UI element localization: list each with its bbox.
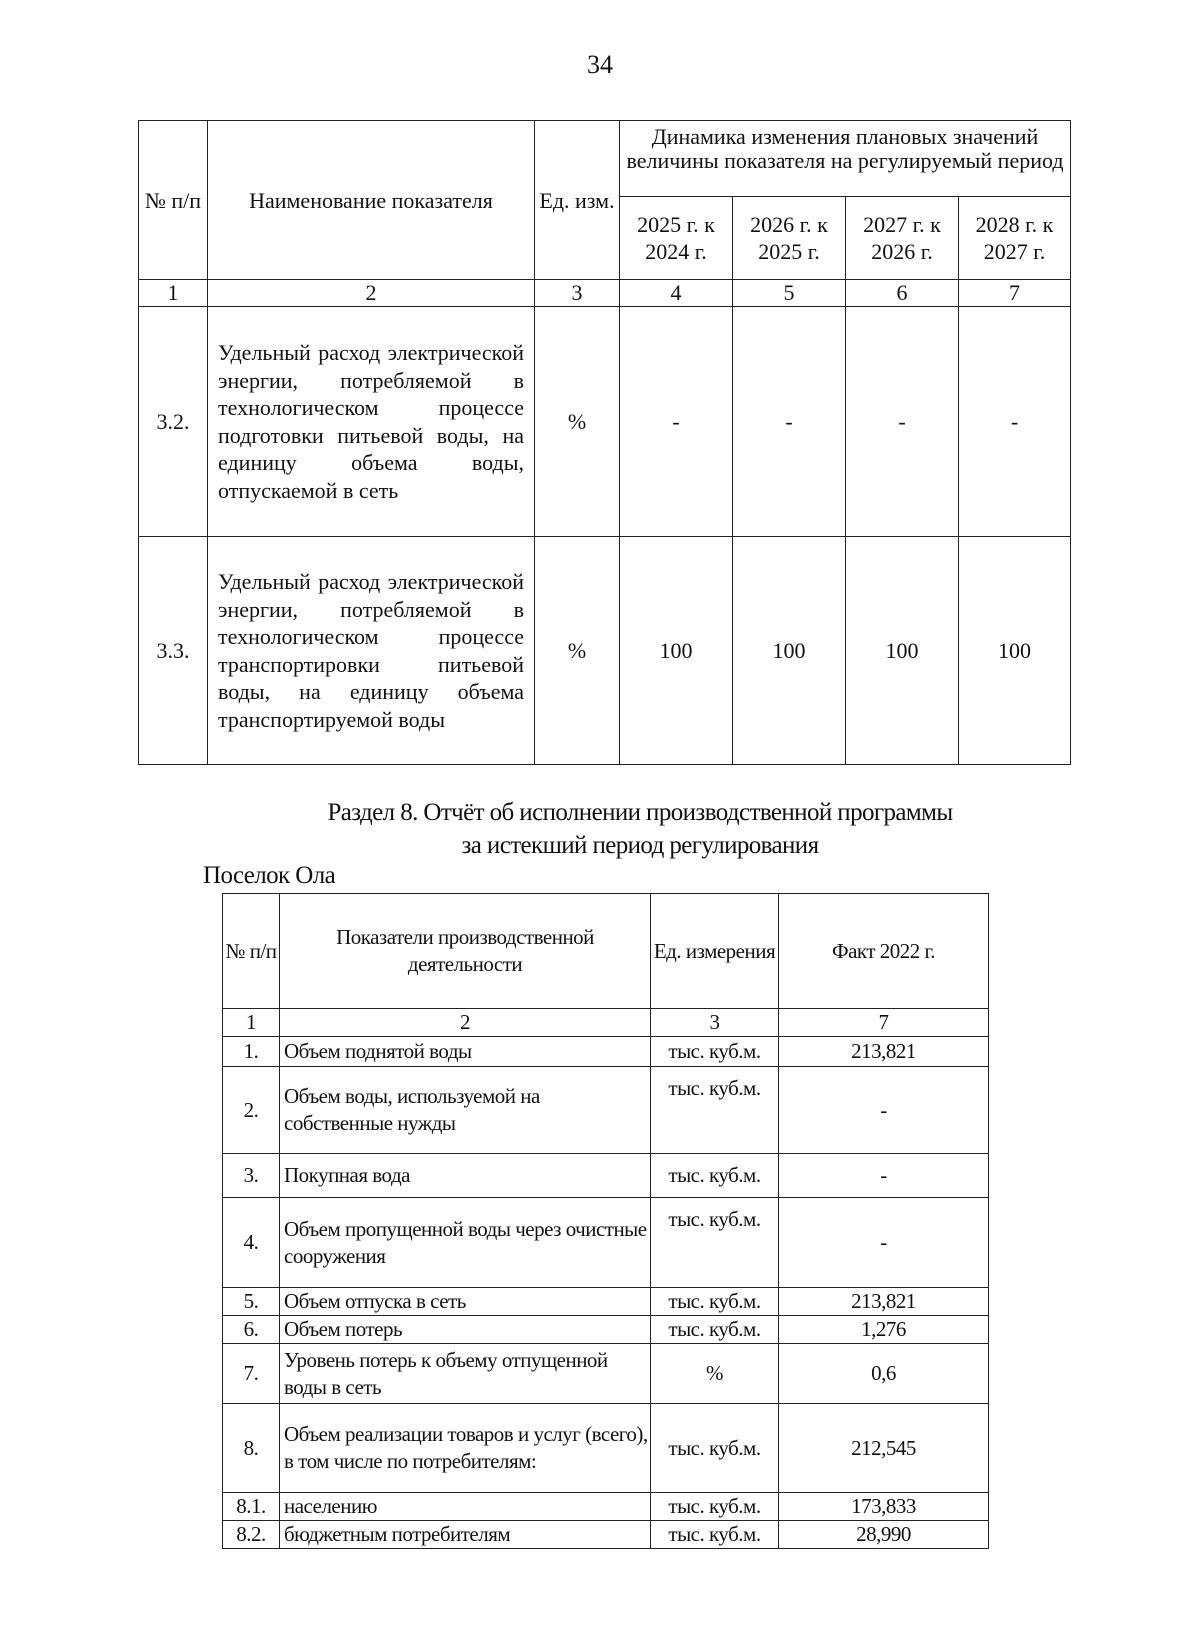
- row-value: -: [620, 307, 733, 537]
- table-row: [223, 1037, 989, 1067]
- table-row: [223, 1521, 989, 1549]
- row-value: 0,6: [779, 1344, 989, 1404]
- header-num: № п/п: [223, 894, 280, 1009]
- row-name: Объем поднятой воды: [280, 1037, 651, 1067]
- header-fact: Факт 2022 г.: [779, 894, 989, 1009]
- row-value: 100: [846, 537, 959, 765]
- header-period: 2026 г. к 2025 г.: [733, 197, 846, 280]
- row-name: Удельный расход электрической энергии, потребляемой в технологическом процессе транспортировки питьевой воды, на единицу объема транспортируемой воды: [208, 537, 535, 765]
- header-name: Наименование показателя: [208, 121, 535, 280]
- row-num: 3.3.: [139, 537, 208, 765]
- row-num: 3.: [223, 1154, 280, 1198]
- table-row: [223, 1067, 989, 1154]
- row-name: Удельный расход электрической энергии, потребляемой в технологическом процессе подготовки питьевой воды, на единицу объема воды, отпускаемой в сеть: [208, 307, 535, 537]
- row-value: -: [733, 307, 846, 537]
- table-row: [139, 307, 1071, 537]
- row-unit: %: [535, 537, 620, 765]
- location-label: Поселок Ола: [203, 862, 336, 889]
- column-number: 1: [139, 280, 208, 307]
- row-value: 28,990: [779, 1521, 989, 1549]
- section-title: [250, 796, 1030, 862]
- row-value: 213,821: [779, 1037, 989, 1067]
- row-value: -: [779, 1198, 989, 1288]
- table-row: [139, 537, 1071, 765]
- header-dynamics: Динамика изменения плановых значений величины показателя на регулируемый период: [620, 121, 1071, 197]
- table-row: [223, 1288, 989, 1316]
- column-number: 2: [208, 280, 535, 307]
- row-name: Объем отпуска в сеть: [280, 1288, 651, 1316]
- section-title-line: за истекший период регулирования: [461, 832, 819, 859]
- row-name: Уровень потерь к объему отпущенной воды в сеть: [280, 1344, 651, 1404]
- row-value: -: [779, 1154, 989, 1198]
- row-value: 213,821: [779, 1288, 989, 1316]
- row-unit: %: [535, 307, 620, 537]
- row-value: -: [779, 1067, 989, 1154]
- row-num: 6.: [223, 1316, 280, 1344]
- row-num: 7.: [223, 1344, 280, 1404]
- row-value: 212,545: [779, 1404, 989, 1493]
- row-unit: тыс. куб.м.: [651, 1037, 779, 1067]
- column-number: 3: [651, 1009, 779, 1037]
- row-num: 8.: [223, 1404, 280, 1493]
- row-name: Объем воды, используемой на собственные нужды: [280, 1067, 651, 1154]
- header-period: 2025 г. к 2024 г.: [620, 197, 733, 280]
- column-numbers-row: [139, 280, 1071, 307]
- row-name: населению: [280, 1493, 651, 1521]
- row-name: бюджетным потребителям: [280, 1521, 651, 1549]
- row-unit: тыс. куб.м.: [651, 1521, 779, 1549]
- table-row: [223, 1198, 989, 1288]
- table-row: [223, 1316, 989, 1344]
- page-number: 34: [587, 50, 613, 79]
- row-name: Объем пропущенной воды через очистные сооружения: [280, 1198, 651, 1288]
- table-row: [223, 1493, 989, 1521]
- row-num: 3.2.: [139, 307, 208, 537]
- row-num: 1.: [223, 1037, 280, 1067]
- row-unit: тыс. куб.м.: [651, 1198, 779, 1288]
- row-value: 100: [733, 537, 846, 765]
- table-row: [223, 1404, 989, 1493]
- row-num: 8.2.: [223, 1521, 280, 1549]
- row-unit: тыс. куб.м.: [651, 1316, 779, 1344]
- column-number: 5: [733, 280, 846, 307]
- section-title-line: Раздел 8. Отчёт об исполнении производственной программы: [327, 799, 953, 826]
- column-number: 1: [223, 1009, 280, 1037]
- header-unit: Ед. изм.: [535, 121, 620, 280]
- column-numbers-row: [223, 1009, 989, 1037]
- row-value: 100: [620, 537, 733, 765]
- row-name: Объем потерь: [280, 1316, 651, 1344]
- row-name: Объем реализации товаров и услуг (всего), в том числе по потребителям:: [280, 1404, 651, 1493]
- row-unit: %: [651, 1344, 779, 1404]
- row-value: -: [846, 307, 959, 537]
- row-num: 4.: [223, 1198, 280, 1288]
- header-period: 2028 г. к 2027 г.: [959, 197, 1071, 280]
- row-num: 2.: [223, 1067, 280, 1154]
- row-value: 1,276: [779, 1316, 989, 1344]
- row-num: 8.1.: [223, 1493, 280, 1521]
- column-number: 3: [535, 280, 620, 307]
- header-name: Показатели производственной деятельности: [280, 894, 651, 1009]
- planned-values-table: [138, 120, 1071, 765]
- table-row: [223, 1154, 989, 1198]
- column-number: 7: [779, 1009, 989, 1037]
- row-name: Покупная вода: [280, 1154, 651, 1198]
- row-unit: тыс. куб.м.: [651, 1288, 779, 1316]
- column-number: 7: [959, 280, 1071, 307]
- header-unit: Ед. измерения: [651, 894, 779, 1009]
- row-unit: тыс. куб.м.: [651, 1493, 779, 1521]
- header-num: № п/п: [139, 121, 208, 280]
- column-number: 6: [846, 280, 959, 307]
- row-unit: тыс. куб.м.: [651, 1067, 779, 1154]
- table-row: [223, 1344, 989, 1404]
- header-period: 2027 г. к 2026 г.: [846, 197, 959, 280]
- row-value: 173,833: [779, 1493, 989, 1521]
- row-unit: тыс. куб.м.: [651, 1404, 779, 1493]
- row-num: 5.: [223, 1288, 280, 1316]
- column-number: 4: [620, 280, 733, 307]
- row-unit: тыс. куб.м.: [651, 1154, 779, 1198]
- row-value: -: [959, 307, 1071, 537]
- production-report-table: [222, 893, 989, 1549]
- column-number: 2: [280, 1009, 651, 1037]
- row-value: 100: [959, 537, 1071, 765]
